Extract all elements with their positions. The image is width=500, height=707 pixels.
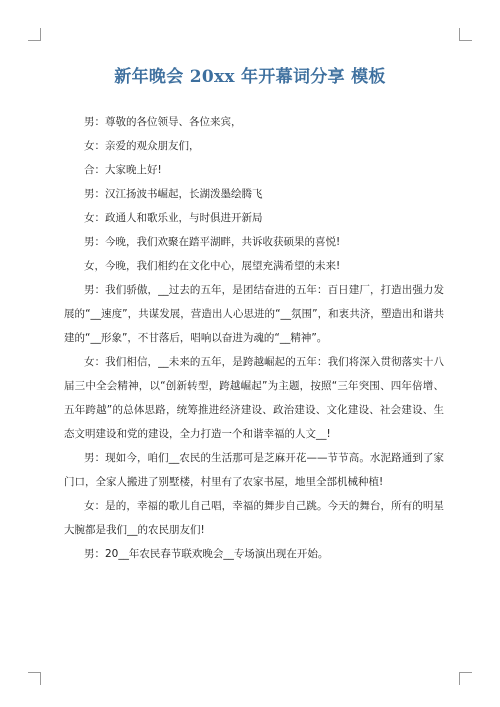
crop-mark-top-right: [459, 28, 472, 41]
paragraph: 女：我们相信，__未来的五年，是跨越崛起的五年：我们将深入贯彻落实十八届三中全会精神，以“创新转型，跨越崛起”为主题，按照“三年突围、四年倍增、五年跨越”的总体思路，统筹推进经济建设、政治建设、文化建设、社会建设、生态文明建设和党的建设，全力打造一个和谐幸福的人文__!: [64, 356, 444, 440]
paragraph: 合：大家晚上好!: [84, 164, 162, 176]
paragraph: 男：今晚，我们欢聚在踏平湖畔，共诉收获硕果的喜悦!: [84, 236, 341, 248]
crop-mark-bottom-left: [28, 672, 41, 685]
paragraph: 女：亲爱的观众朋友们，: [84, 140, 200, 152]
paragraph: 男：我们骄傲，__过去的五年，是团结奋进的五年：百日建厂，打造出强力发展的“__速度”，共谋发展，营造出人心思进的“__氛围”，和衷共济，塑造出和谐共建的“__形象”，不甘落后，唱响以奋进为魂的“__精神”。: [64, 284, 444, 344]
paragraph: 女：是的，幸福的歌儿自己唱，幸福的舞步自己跳。今天的舞台，所有的明星大腕都是我们__的农民朋友们!: [64, 500, 444, 536]
paragraph: 男：现如今，咱们__农民的生活那可是芝麻开花——节节高。水泥路通到了家门口，全家人搬进了别墅楼，村里有了农家书屋，地里全部机械种植!: [64, 452, 444, 488]
paragraph: 女：政通人和歌乐业，与时俱进开新局: [84, 212, 263, 224]
crop-mark-bottom-right: [459, 672, 472, 685]
document-body: [64, 110, 444, 566]
paragraph: 男：尊敬的各位领导、各位来宾，: [84, 116, 242, 128]
paragraph: 男：20__年农民春节联欢晚会__专场演出现在开始。: [84, 548, 329, 560]
crop-mark-top-left: [28, 28, 41, 41]
paragraph: 女，今晚，我们相约在文化中心，展望充满希望的未来!: [84, 260, 341, 272]
paragraph: 男：汉江扬波书崛起，长湖泼墨绘腾飞: [84, 188, 263, 200]
document-title: 新年晚会 20xx 年开幕词分享 模板: [114, 67, 386, 87]
